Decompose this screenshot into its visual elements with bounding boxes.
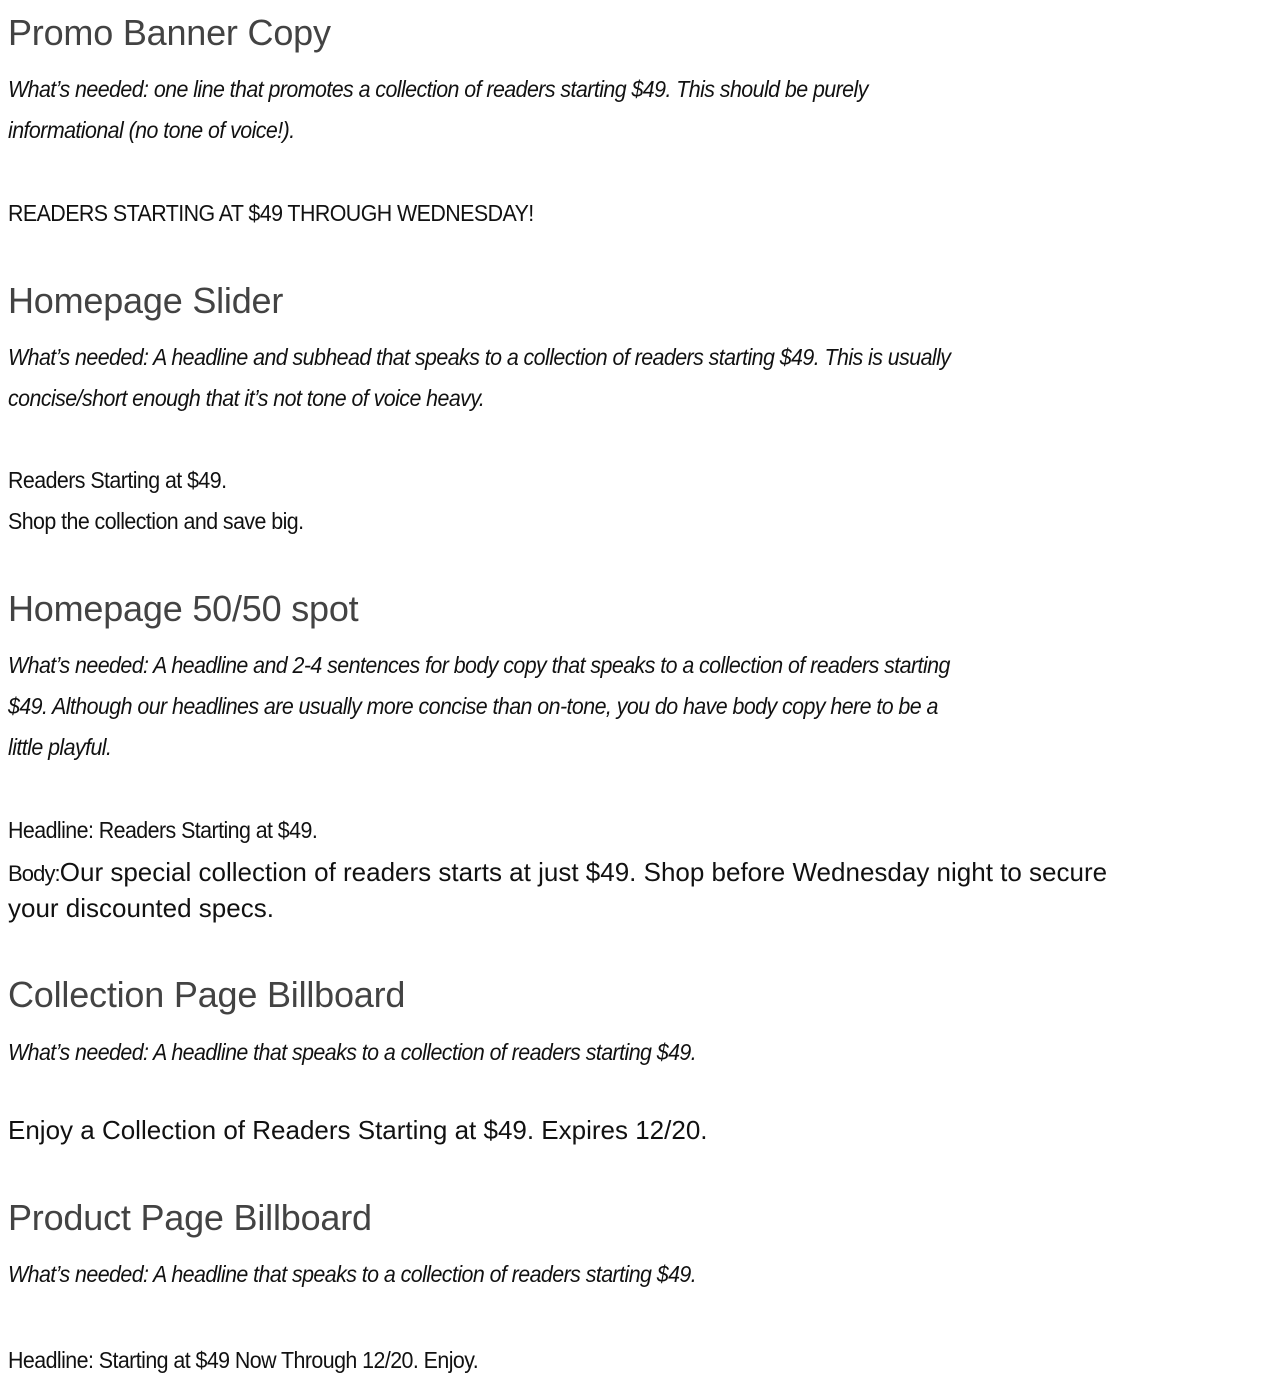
copy-line: READERS STARTING AT $49 THROUGH WEDNESDAY! <box>8 200 534 226</box>
body-text: Our special collection of readers starts at just $49. Shop before Wednesday night to secure <box>59 857 1108 887</box>
section-heading-homepage-5050: Homepage 50/50 spot <box>8 588 359 629</box>
requirements-line: $49. Although our headlines are usually more concise than on-tone, you do have body copy here to be a <box>8 693 938 719</box>
requirements-line: little playful. <box>8 734 112 760</box>
copy-body <box>8 853 1107 894</box>
section-heading-promo-banner: Promo Banner Copy <box>8 12 331 53</box>
requirements-line: What’s needed: A headline and subhead that speaks to a collection of readers starting $49. This is usually <box>8 344 951 370</box>
requirements-line: What’s needed: A headline and 2-4 sentences for body copy that speaks to a collection of readers starting <box>8 652 950 678</box>
requirements-text <box>8 1254 1268 1295</box>
copy-headline: Headline: Readers Starting at $49. <box>8 817 318 843</box>
body-label: Body: <box>8 861 60 886</box>
copy-subhead: Shop the collection and save big. <box>8 508 304 534</box>
requirements-line: What’s needed: one line that promotes a collection of readers starting $49. This should be purely <box>8 76 868 102</box>
requirements-text <box>8 1032 1268 1073</box>
requirements-text <box>8 69 1268 151</box>
requirements-line: informational (no tone of voice!). <box>8 117 295 143</box>
requirements-line: concise/short enough that it’s not tone of voice heavy. <box>8 385 485 411</box>
requirements-line: What’s needed: A headline that speaks to a collection of readers starting $49. <box>8 1039 697 1065</box>
requirements-line: What’s needed: A headline that speaks to a collection of readers starting $49. <box>8 1261 697 1287</box>
copy-headline: Readers Starting at $49. <box>8 467 227 493</box>
requirements-text <box>8 645 1268 768</box>
section-heading-collection-billboard: Collection Page Billboard <box>8 974 406 1015</box>
copy-line: Enjoy a Collection of Readers Starting at $49. Expires 12/20. <box>8 1115 708 1145</box>
copy-body-continued: your discounted specs. <box>8 893 274 923</box>
section-heading-product-billboard: Product Page Billboard <box>8 1197 372 1238</box>
copy-line: Headline: Starting at $49 Now Through 12/20. Enjoy. <box>8 1347 479 1373</box>
section-heading-homepage-slider: Homepage Slider <box>8 280 284 321</box>
requirements-text <box>8 337 1268 419</box>
